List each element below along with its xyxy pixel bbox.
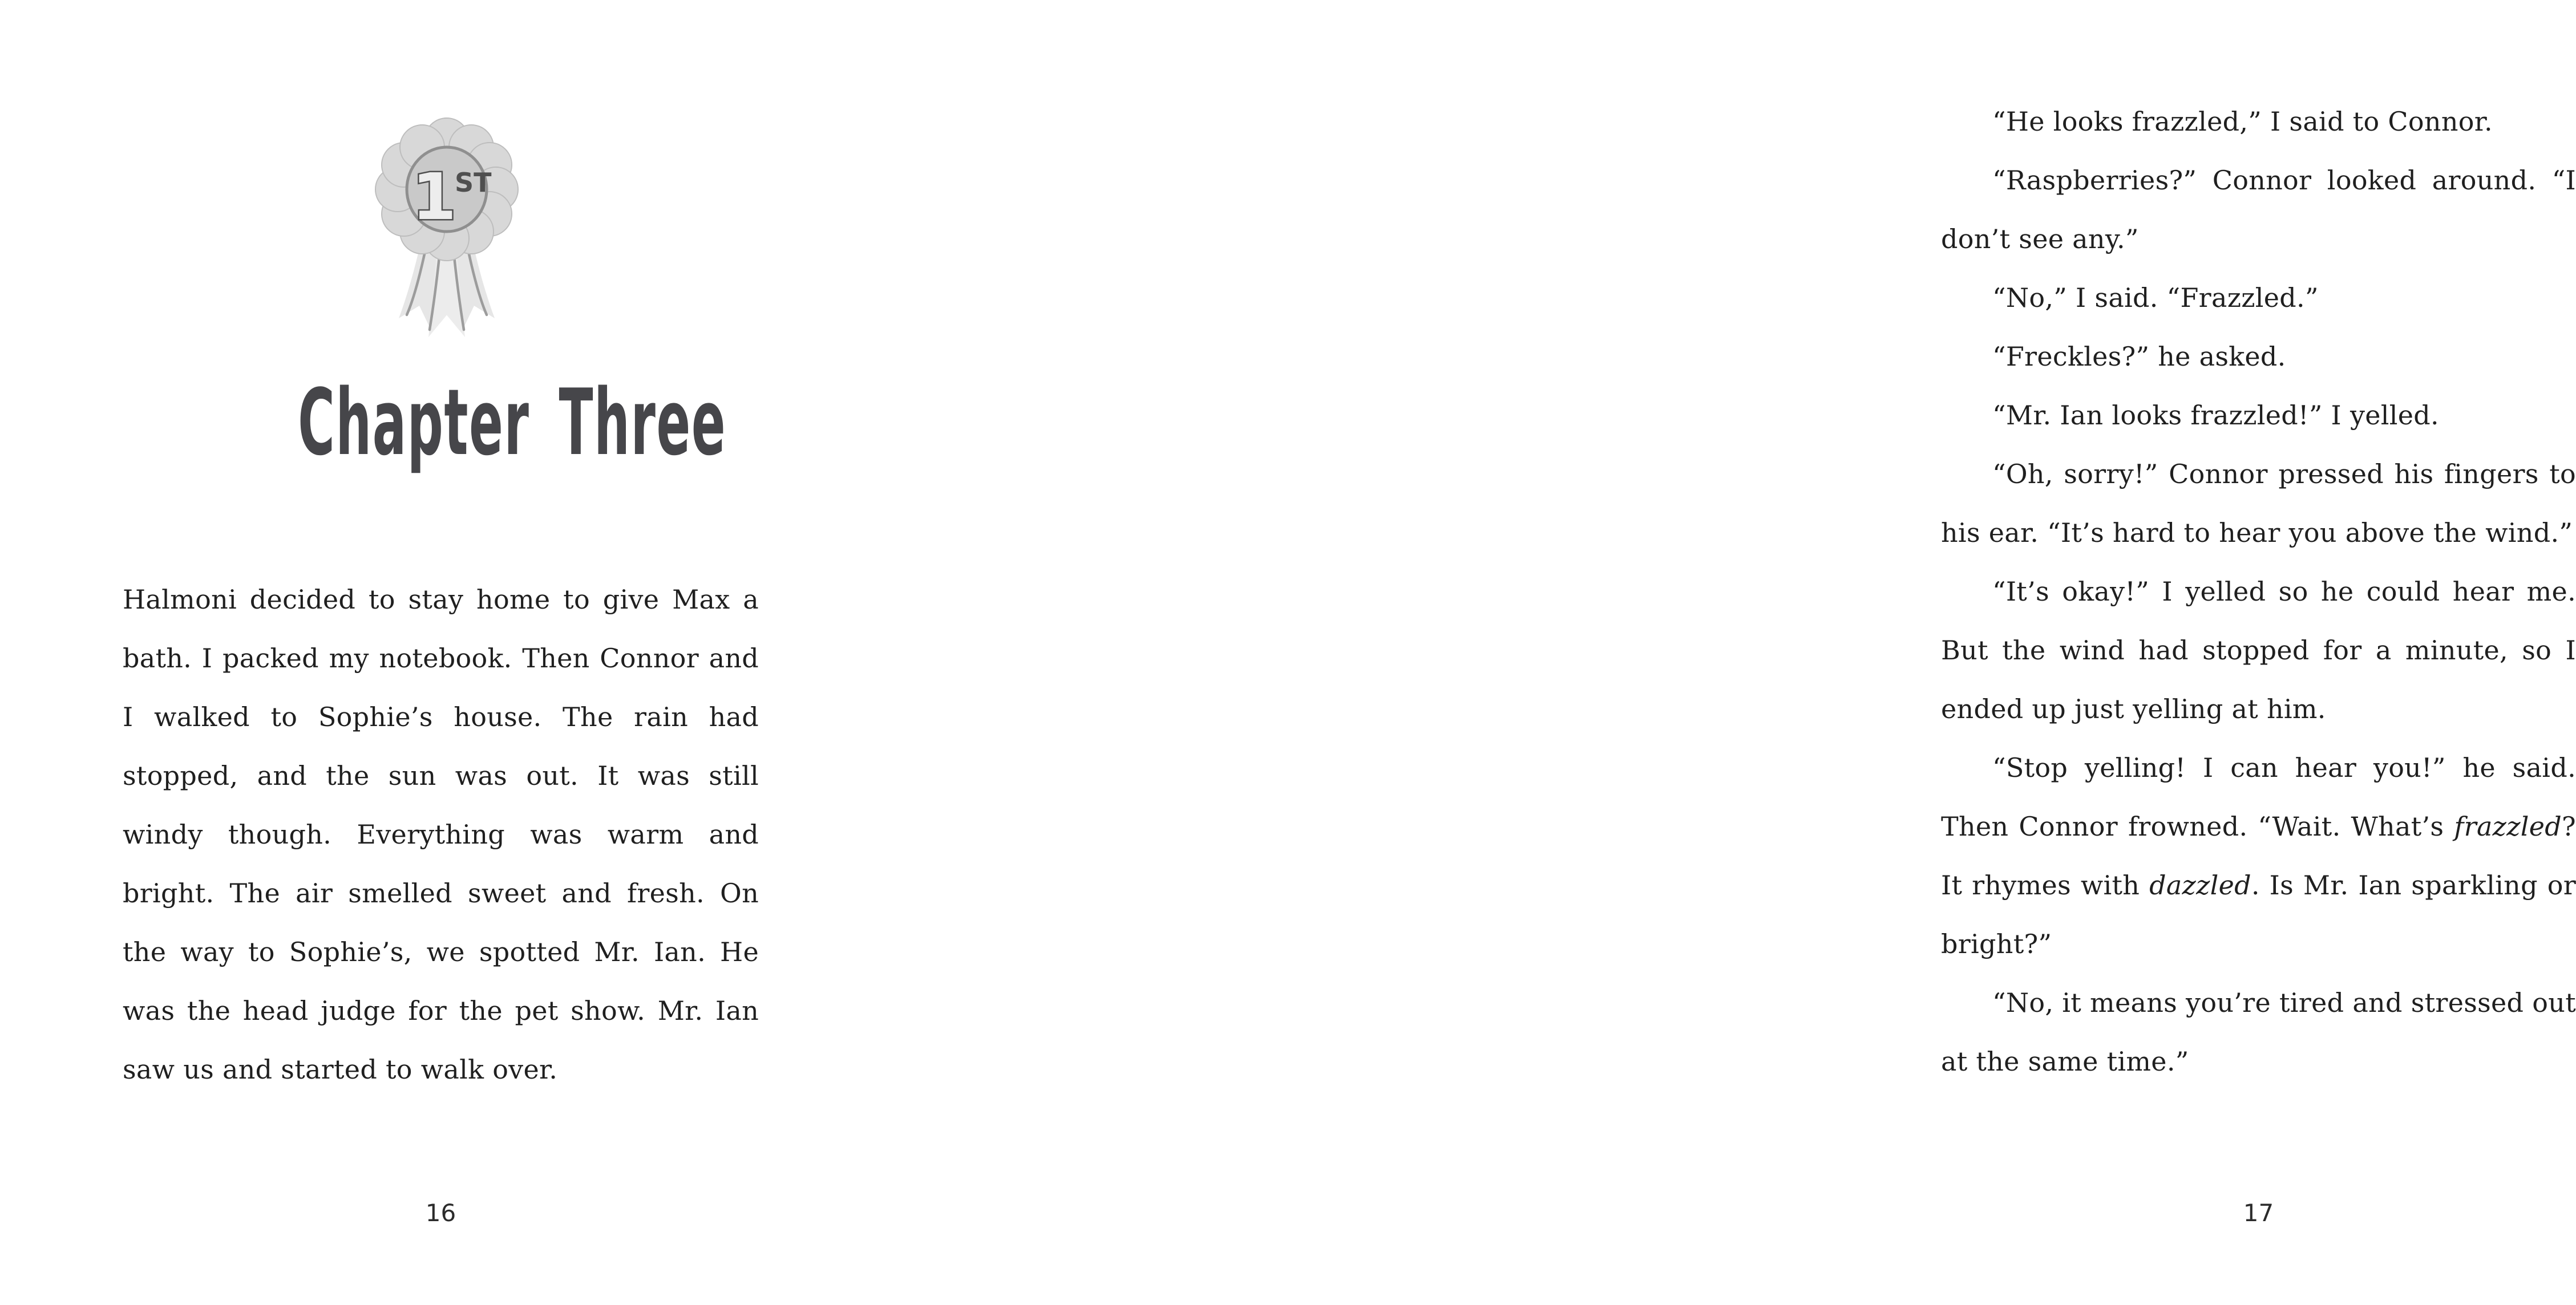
paragraph: [1941, 151, 2576, 269]
left-page-text: [123, 570, 759, 1099]
text-segment: “No, it means you’re tired and stressed out at the same time.”: [1941, 987, 2576, 1077]
paragraph: [1941, 269, 2576, 327]
paragraph: [1941, 974, 2576, 1091]
left-page-number: 16: [425, 1199, 456, 1227]
paragraph: [1941, 386, 2576, 445]
right-page-text: [1941, 92, 2576, 1091]
text-segment: “He looks frazzled,” I said to Connor.: [1992, 106, 2493, 137]
chapter-title-text: Chapter Three: [298, 369, 727, 476]
paragraph: [1941, 562, 2576, 739]
paragraph: [1941, 327, 2576, 386]
ribbon-number-text: 1: [412, 160, 456, 234]
text-segment: . Is Mr. Ian sparkling or bright?”: [1941, 870, 2576, 959]
right-page: [899, 0, 2576, 1305]
text-segment: ? It rhymes with: [1941, 811, 2576, 901]
italic-text: frazzled: [2454, 811, 2562, 842]
left-page: [0, 0, 899, 1305]
text-segment: “Mr. Ian looks frazzled!” I yelled.: [1992, 400, 2439, 431]
text-segment: “Raspberries?” Connor looked around. “I don’t see any.”: [1941, 165, 2576, 254]
chapter-title: [123, 369, 759, 476]
first-place-ribbon-illustration: [374, 120, 520, 339]
right-page-number: 17: [2243, 1199, 2274, 1227]
italic-text: dazzled: [2149, 870, 2251, 901]
text-segment: “Stop yelling! I can hear you!” he said. Then Connor frowned. “Wait. What’s: [1941, 752, 2576, 842]
paragraph: [1941, 739, 2576, 974]
first-place-ribbon-icon: [374, 120, 520, 339]
text-segment: “Freckles?” he asked.: [1992, 341, 2286, 372]
ribbon-suffix-text: ST: [455, 167, 492, 198]
text-segment: Halmoni decided to stay home to give Max a bath. I packed my notebook. Then Connor and I walked to Sophie’s house. The rain had stopped, and the sun was out. It was still windy though. Everything was warm and bright. The air smelled sweet and fresh. On the way to Sophie’s, we spotted Mr. Ian. He was the head judge for the pet show. Mr. Ian saw us and started to walk over.: [123, 584, 759, 1085]
paragraph: [1941, 445, 2576, 562]
text-segment: “No,” I said. “Frazzled.”: [1992, 282, 2319, 313]
text-segment: “Oh, sorry!” Connor pressed his fingers to his ear. “It’s hard to hear you above the wind.”: [1941, 459, 2576, 548]
text-segment: “It’s okay!” I yelled so he could hear me. But the wind had stopped for a minute, so I ended up just yelling at him.: [1941, 576, 2576, 724]
paragraph: [123, 570, 759, 1099]
paragraph: [1941, 92, 2576, 151]
